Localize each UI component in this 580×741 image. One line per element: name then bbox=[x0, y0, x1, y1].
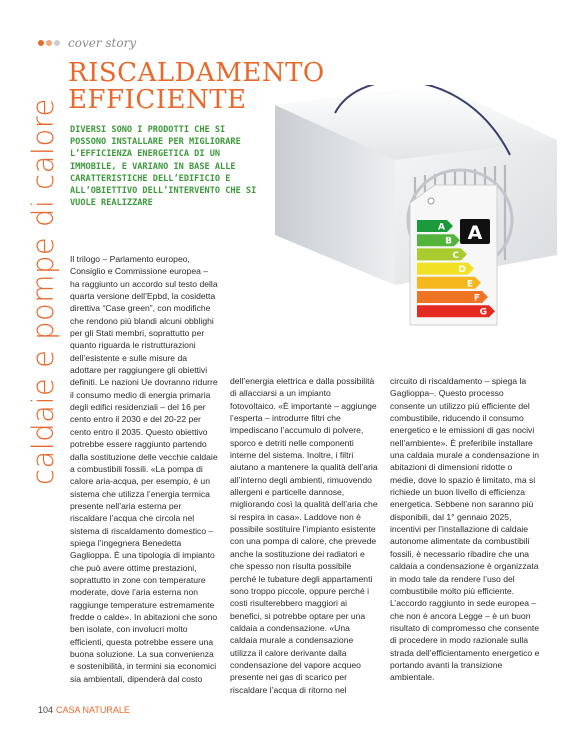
energy-bar-a bbox=[417, 220, 453, 232]
title-line-1: RISCALDAMENTO bbox=[68, 58, 325, 88]
title-line-2: EFFICIENTE bbox=[68, 85, 247, 115]
article-lead: DIVERSI SONO I PRODOTTI CHE SI POSSONO INSTALLARE PER MIGLIORARE L’EFFICIENZA ENERGETICA DI UN IMMOBILE, E VARIANO IN BASE ALLE CARATTERISTICHE DELL’EDIFICIO E ALL’OBIETTIVO DELL’INTERVENTO CHE SI VUOLE REALIZZARE bbox=[70, 125, 257, 209]
dot-3 bbox=[54, 40, 60, 46]
section-dots bbox=[38, 40, 60, 46]
section-header bbox=[38, 36, 136, 50]
page-number: 104 bbox=[38, 705, 54, 715]
energy-bar-label-b: B bbox=[445, 236, 452, 247]
vertical-title: caldaie e pompe di calore bbox=[26, 98, 60, 485]
article-column-1: Il trilogo – Parlamento europeo, Consiglio e Commissione europea – ha raggiunto un accordo sul testo della quarta versione dell’Epbd, la cosidetta direttiva “Case green”, con modifiche che rendono più blandi alcuni obblighi per gli Stati membri, soprattutto per quanto riguarda le ristrutturazioni dell’esistente e sulle misure da adottare per raggiungere gli obiettivi definiti. Le nazioni Ue dovranno ridurre il consumo medio di energia primaria degli edifici residenziali – del 16 per cento entro il 2030 e del 20-22 per cento entro il 2035. Questo obiettivo potrebbe essere raggiunto partendo dalla sostituzione delle vecchie caldaie a combustibili fossili. «La pompa di calore aria-acqua, per esempio, è un sistema che utilizza l’energia termica presente nell’aria esterna per riscaldare l’acqua che circola nel sistema di riscaldamento domestico – spiega l’ingegnera Benedetta Gaglioppa. È una tipologia di impianto che può avere ottime prestazioni, soprattutto in zone con temperature moderate, dove l’aria esterna non raggiunge temperature estremamente fredde o calde». In abitazioni che sono ben isolate, con involucri molto efficienti, questa potrebbe essere una buona soluzione. La sua convenienza e sostenibilità, in termini sia economici sia ambientali, dipenderà dal costo bbox=[70, 254, 218, 684]
energy-bar-label-c: C bbox=[452, 250, 459, 261]
article-column-3: circuito di riscaldamento – spiega la Gaglioppa–. Questo processo consente un utilizzo più efficiente del combustibile, riducendo il consumo energetico e le emissioni di gas nocivi nell’ambiente». È preferibile installare una caldaia murale a condensazione in abitazioni di dimensioni ridotte o medie, dove lo spazio è limitato, ma si richiede un buon livello di efficienza energetica. Sebbene non saranno più disponibili, dal 1° gennaio 2025, incentivi per l’installazione di caldaie autonome alimentate da combustibili fossili, è necessario ribadire che una caldaia a condensazione è organizzata in modo tale da rendere l’uso del combustibile molto più efficiente. L’accordo raggiunto in sede europea – che non è ancora Legge – è un buon risultato di compromesso che consente di procedere in modo razionale sulla strada dell’efficientamento energetico e portando avanti la transizione ambientale. bbox=[390, 376, 540, 683]
air-conditioner-illustration bbox=[265, 85, 565, 345]
energy-bar-label-a: A bbox=[438, 222, 445, 233]
article-column-2: dell’energia elettrica e dalla possibilità di allacciarsi a un impianto fotovoltaico. «È importante – aggiunge l’esperta – introdurre filtri che impediscano l’accumulo di polvere, sporco e detriti nelle componenti interne del sistema. Inoltre, i filtri aiutano a mantenere la qualità dell’aria all’interno degli ambienti, rimuovendo allergeni e particelle dannose, migliorando così la qualità dell’aria che si respira in casa». Laddove non è possibile sostituire l’impianto esistente con una pompa di calore, che prevede anche la sostituzione dei radiatori e che spesso non risulta possibile perché le tubature degli appartamenti sono troppo piccole, oppure perché i costi risulterebbero maggiori ai benefici, si potrebbe optare per una caldaia a condensazione. «Una caldaia murale a condensazione utilizza il calore derivante dalla condensazione del vapore acqueo presente nei gas di scarico per riscaldare l’acqua di ritorno nel bbox=[230, 376, 378, 695]
energy-bar-label-f: F bbox=[473, 293, 480, 304]
dot-2 bbox=[46, 40, 52, 46]
section-label: cover story bbox=[68, 36, 137, 50]
dot-1 bbox=[38, 40, 44, 46]
energy-label bbox=[410, 185, 497, 325]
energy-bar-label-g: G bbox=[479, 307, 487, 318]
energy-bar-c bbox=[417, 248, 467, 260]
energy-bar-label-e: E bbox=[466, 279, 473, 290]
page-footer bbox=[38, 705, 130, 715]
rating-letter: A bbox=[467, 222, 483, 244]
energy-bar-label-d: D bbox=[458, 265, 466, 276]
magazine-name: CASA NATURALE bbox=[56, 705, 130, 715]
energy-bar-b bbox=[417, 234, 460, 246]
